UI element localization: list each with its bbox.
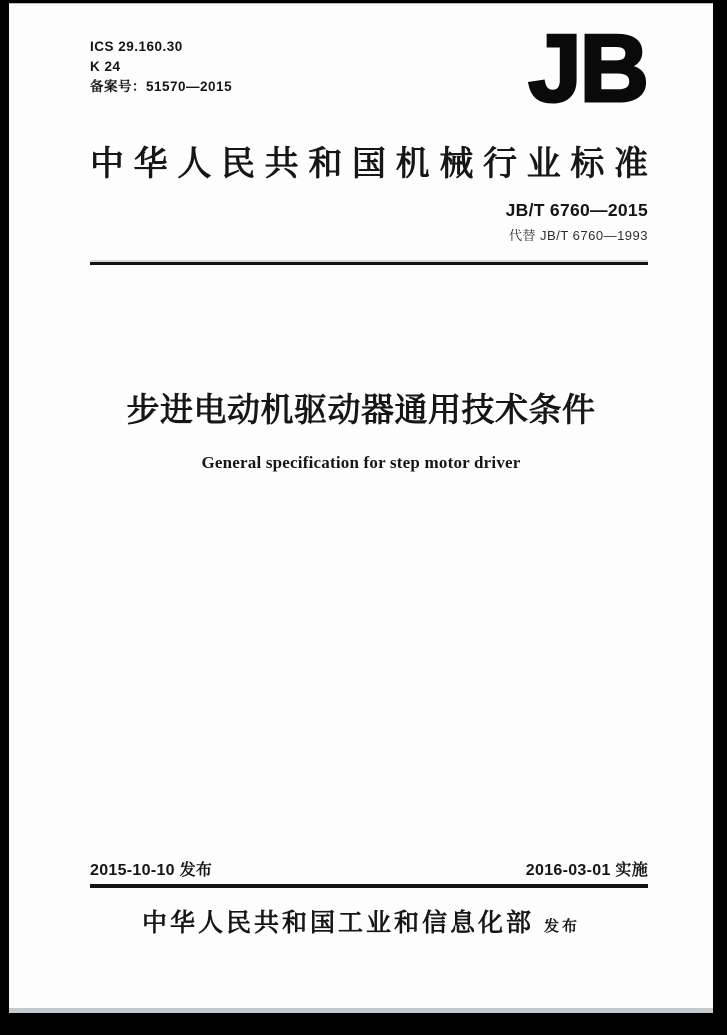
record-number: 备案号：51570—2015 — [90, 79, 233, 94]
dates-row — [90, 857, 648, 880]
ics-code: ICS 29.160.30 — [90, 39, 183, 54]
issue-date — [90, 857, 212, 880]
classification-code: K 24 — [90, 59, 121, 74]
replaced-standard: 代替 JB/T 6760—1993 — [508, 228, 648, 243]
publisher-name: 中华人民共和国工业和信息化部 — [141, 909, 534, 937]
header-divider — [90, 262, 648, 265]
implement-date-label: 实施 — [615, 862, 648, 879]
standard-cover-page — [9, 3, 713, 1013]
title-chinese: 步进电动机驱动器通用技术条件 — [126, 391, 596, 428]
publish-action-label: 发布 — [544, 918, 581, 935]
implement-date — [526, 857, 648, 880]
implement-date-value: 2016-03-01 — [525, 862, 611, 879]
footer-divider — [90, 884, 648, 888]
standard-category-title: 中华人民共和国机械行业标准 — [90, 145, 648, 183]
issue-date-label: 发布 — [179, 862, 213, 879]
title-english: General specification for step motor driver — [201, 453, 521, 472]
publisher-row — [9, 903, 713, 939]
standard-number-block — [506, 200, 648, 244]
issue-date-value: 2015-10-10 — [90, 862, 175, 879]
standard-number: JB/T 6760—2015 — [505, 200, 648, 220]
jb-standard-logo: JB — [528, 15, 647, 122]
meta-block — [90, 37, 232, 97]
